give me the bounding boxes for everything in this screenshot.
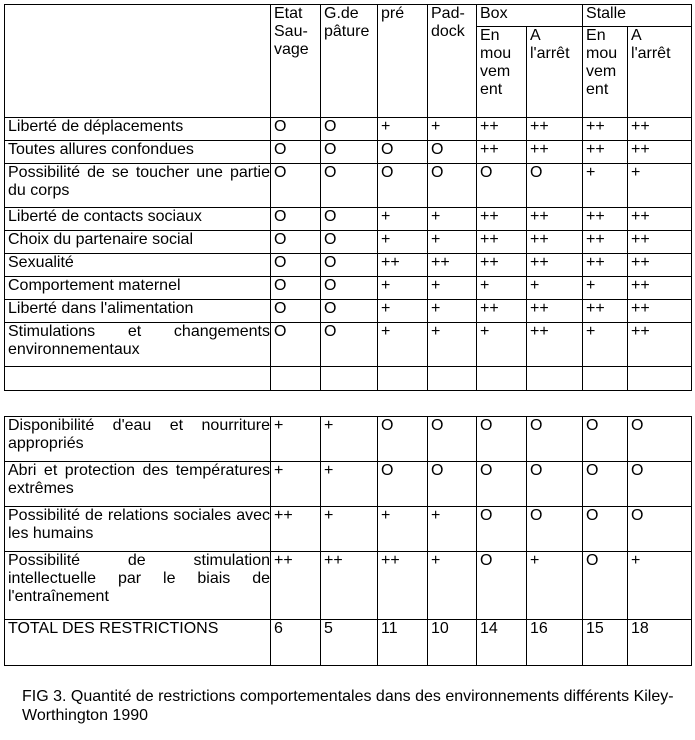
row-label: Possibilité de stimulation intellectuelle par le biais de l'entraînement [5,552,271,620]
rating-cell: ++ [527,254,583,277]
rating-cell: ++ [477,231,527,254]
rating-cell: ++ [527,118,583,141]
rating-cell: + [428,323,477,367]
rating-cell: ++ [583,254,628,277]
rating-cell: O [271,231,321,254]
row-label: Toutes allures confondues [5,141,271,164]
rating-cell: O [583,552,628,620]
rating-cell: ++ [628,277,692,300]
group-header-stalle: Stalle [583,5,692,27]
rating-cell: ++ [378,254,428,277]
rating-cell: + [583,164,628,208]
total-value: 6 [271,620,321,666]
rating-cell: O [321,277,378,300]
rating-cell: ++ [628,141,692,164]
table-row [5,141,692,164]
table-row [5,254,692,277]
table-row [5,118,692,141]
rating-cell: ++ [271,507,321,552]
rating-cell: O [477,462,527,507]
rating-cell: + [378,277,428,300]
table-row [5,300,692,323]
total-label: TOTAL DES RESTRICTIONS [5,620,271,666]
rating-cell: ++ [628,254,692,277]
total-row [5,620,692,666]
rating-cell: ++ [477,118,527,141]
rating-cell: + [527,552,583,620]
rating-cell: O [428,417,477,462]
table-row [5,507,692,552]
rating-cell: + [378,208,428,231]
rating-cell: O [527,507,583,552]
rating-cell: ++ [428,254,477,277]
rating-cell: + [378,507,428,552]
rating-cell: ++ [477,254,527,277]
table-row [5,462,692,507]
rating-cell: ++ [527,323,583,367]
rating-cell: O [321,208,378,231]
total-value: 14 [477,620,527,666]
rating-cell: O [477,552,527,620]
total-value: 15 [583,620,628,666]
table-row [5,164,692,208]
rating-cell: O [271,323,321,367]
rating-cell: + [378,118,428,141]
rating-cell: O [271,208,321,231]
rating-cell: + [628,164,692,208]
table-row [5,323,692,367]
rating-cell: + [321,462,378,507]
rating-cell: ++ [628,118,692,141]
rating-cell: ++ [527,231,583,254]
rating-cell: O [583,417,628,462]
rating-cell: ++ [583,231,628,254]
rating-cell: ++ [477,141,527,164]
rating-cell: O [527,417,583,462]
col-header-pre: pré [378,5,428,118]
row-label: Sexualité [5,254,271,277]
row-label: Stimulations et changements environnementaux [5,323,271,367]
rating-cell: O [477,417,527,462]
rating-cell: O [628,462,692,507]
rating-cell: ++ [628,208,692,231]
rating-cell: + [271,417,321,462]
col-header-stalle-a-larret: A l'arrêt [628,27,692,118]
rating-cell: + [428,507,477,552]
col-header-g-de-pature: G.de pâture [321,5,378,118]
rating-cell: + [321,507,378,552]
rating-cell: O [583,507,628,552]
rating-cell: O [527,462,583,507]
total-value: 18 [628,620,692,666]
rating-cell: ++ [583,118,628,141]
rating-cell: O [378,417,428,462]
rating-cell: O [321,141,378,164]
total-value: 5 [321,620,378,666]
rating-cell: ++ [628,300,692,323]
rating-cell: + [428,300,477,323]
rating-cell: ++ [271,552,321,620]
row-label: Disponibilité d'eau et nourriture appropriés [5,417,271,462]
rating-cell: + [583,277,628,300]
rating-cell: + [628,552,692,620]
rating-cell: O [321,300,378,323]
table-row [5,417,692,462]
rating-cell: + [477,323,527,367]
rating-cell: O [321,323,378,367]
rating-cell: O [428,164,477,208]
total-value: 11 [378,620,428,666]
row-label: Comportement maternel [5,277,271,300]
rating-cell: + [378,300,428,323]
rating-cell: + [583,323,628,367]
row-label: Abri et protection des températures extrêmes [5,462,271,507]
rating-cell: O [271,118,321,141]
restrictions-table-lower [4,416,692,666]
rating-cell: ++ [628,231,692,254]
rating-cell: ++ [583,300,628,323]
col-header-paddock: Pad- dock [428,5,477,118]
rating-cell: + [271,462,321,507]
rating-cell: O [271,277,321,300]
rating-cell: O [378,462,428,507]
rating-cell: ++ [378,552,428,620]
rating-cell: O [477,164,527,208]
rating-cell: ++ [477,300,527,323]
rating-cell: + [428,208,477,231]
rating-cell: + [378,323,428,367]
col-header-stalle-en-mouvement: En mou vem ent [583,27,628,118]
row-label: Choix du partenaire social [5,231,271,254]
table-row [5,277,692,300]
table-row [5,208,692,231]
rating-cell: O [321,118,378,141]
total-value: 10 [428,620,477,666]
empty-row [5,367,692,391]
rating-cell: + [477,277,527,300]
rating-cell: ++ [583,141,628,164]
rating-cell: O [321,254,378,277]
rating-cell: + [428,118,477,141]
rating-cell: ++ [527,300,583,323]
col-header-etat-sauvage: Etat Sau- vage [271,5,321,118]
row-label: Liberté de déplacements [5,118,271,141]
rating-cell: + [321,417,378,462]
group-header-box: Box [477,5,583,27]
rating-cell: ++ [527,141,583,164]
rating-cell: O [271,254,321,277]
row-label: Liberté dans l'alimentation [5,300,271,323]
table-row [5,552,692,620]
rating-cell: O [321,231,378,254]
col-header-box-a-larret: A l'arrêt [527,27,583,118]
rating-cell: O [271,141,321,164]
rating-cell: O [583,462,628,507]
rating-cell: O [628,507,692,552]
rating-cell: ++ [321,552,378,620]
rating-cell: O [271,300,321,323]
row-label: Liberté de contacts sociaux [5,208,271,231]
col-header-box-en-mouvement: En mou vem ent [477,27,527,118]
rating-cell: O [378,164,428,208]
rating-cell: + [428,552,477,620]
rating-cell: + [378,231,428,254]
header-corner-cell [5,5,271,118]
rating-cell: + [428,231,477,254]
row-label: Possibilité de relations sociales avec les humains [5,507,271,552]
rating-cell: O [321,164,378,208]
total-value: 16 [527,620,583,666]
rating-cell: + [527,277,583,300]
rating-cell: O [271,164,321,208]
rating-cell: ++ [527,208,583,231]
rating-cell: O [428,462,477,507]
row-label: Possibilité de se toucher une partie du corps [5,164,271,208]
rating-cell: O [378,141,428,164]
rating-cell: ++ [583,208,628,231]
rating-cell: O [477,507,527,552]
figure-caption: FIG 3. Quantité de restrictions comportementales dans des environnements différents Kiley- Worthington 1990 [22,688,674,724]
rating-cell: + [428,277,477,300]
rating-cell: O [527,164,583,208]
rating-cell: O [428,141,477,164]
rating-cell: ++ [477,208,527,231]
restrictions-table-upper [4,4,692,391]
rating-cell: O [628,417,692,462]
rating-cell: ++ [628,323,692,367]
table-row [5,231,692,254]
